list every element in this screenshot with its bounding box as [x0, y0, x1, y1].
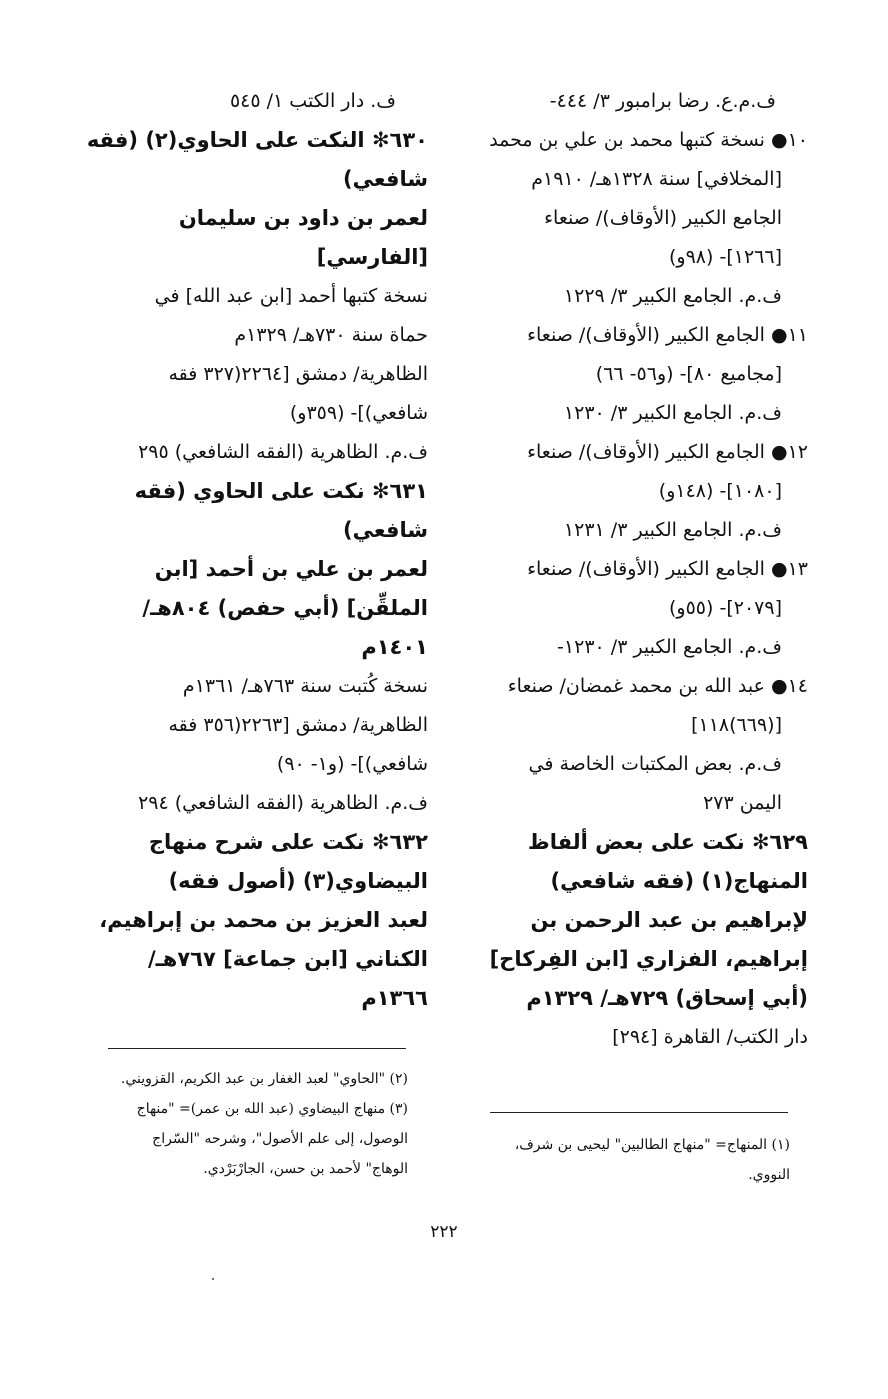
text-line: ف. دار الكتب ١/ ٥٤٥ [229, 90, 396, 112]
footnote-divider-left [108, 1048, 406, 1049]
text-line: [مجاميع ٨٠]- (و٥٦- ٦٦) [595, 363, 782, 385]
text-line: لإبراهيم بن عبد الرحمن بن [530, 908, 808, 932]
text-line: ف.م.ع. رضا برامبور ٣/ ٤٤٤- [549, 90, 776, 112]
text-line: لعمر بن داود بن سليمان [178, 206, 428, 230]
text-line: [١٠٨٠]- (١٤٨و) [658, 480, 782, 502]
text-line: ٦٣٢✻ نكت على شرح منهاج [148, 830, 428, 854]
text-line: الجامع الكبير (الأوقاف)/ صنعاء [544, 207, 782, 229]
text-line: [المخلافي] سنة ١٣٢٨هـ/ ١٩١٠م [531, 168, 782, 190]
text-line: المنهاج(١) (فقه شافعي) [550, 869, 808, 893]
text-line: اليمن ٢٧٣ [703, 792, 782, 814]
text-line: لعمر بن علي بن أحمد [ابن [154, 557, 428, 581]
text-line: شافعي)]- (٣٥٩و) [289, 402, 428, 424]
text-line: ١١● الجامع الكبير (الأوقاف)/ صنعاء [527, 324, 808, 346]
text-line: [(٦٦٩)١١٨] [691, 714, 782, 736]
text-line: لعبد العزيز بن محمد بن إبراهيم، [99, 908, 428, 932]
footnotes-right [478, 1130, 790, 1190]
text-line: الملقِّن] (أبي حفص) ٨٠٤هـ/ [142, 596, 428, 620]
text-line: ٦٣٠✻ النكت على الحاوي(٢) (فقه [86, 128, 428, 152]
text-line: شافعي)]- (و١- ٩٠) [276, 753, 428, 775]
text-line: ١٤٠١م [361, 635, 428, 659]
text-line: (أبي إسحاق) ٧٢٩هـ/ ١٣٢٩م [526, 986, 808, 1010]
footnote-line: الوهاج" لأحمد بن حسن، الجارْبَرْدي. [203, 1161, 408, 1177]
text-line: ف.م. بعض المكتبات الخاصة في [528, 753, 782, 775]
text-line: الظاهرية/ دمشق [٢٢٦٣(٣٥٦ فقه [168, 714, 428, 736]
right-column [456, 82, 808, 1057]
text-line: ١٢● الجامع الكبير (الأوقاف)/ صنعاء [527, 441, 808, 463]
footnote-line: (٢) "الحاوي" لعبد الغفار بن عبد الكريم، القزويني. [120, 1071, 408, 1087]
text-line: [٢٠٧٩]- (٥٥و) [669, 597, 782, 619]
text-line: ١٣● الجامع الكبير (الأوقاف)/ صنعاء [527, 558, 808, 580]
text-line: نسخة كُتبت سنة ٧٦٣هـ/ ١٣٦١م [182, 675, 428, 697]
footnote-line: (٣) منهاج البيضاوي (عبد الله بن عمر)= "منهاج [136, 1101, 408, 1117]
text-line: [١٢٦٦]- (٩٨و) [669, 246, 782, 268]
text-line: [الفارسي] [316, 245, 428, 269]
text-line: ف.م. الجامع الكبير ٣/ ١٢٣٠ [563, 402, 782, 424]
text-line: ١٣٦٦م [361, 986, 428, 1010]
footnote-line: الوصول، إلى علم الأصول"، وشرحه "السّراج [152, 1131, 408, 1147]
text-line: الظاهرية/ دمشق [٢٢٦٤(٣٢٧ فقه [168, 363, 428, 385]
page-number: ٢٢٢ [430, 1222, 458, 1242]
text-line: شافعي) [343, 518, 428, 542]
text-line: شافعي) [343, 167, 428, 191]
text-line: ١٤● عبد الله بن محمد غمضان/ صنعاء [507, 675, 808, 697]
text-line: ف.م. الظاهرية (الفقه الشافعي) ٢٩٥ [138, 441, 428, 463]
text-line: ١٠● نسخة كتبها محمد بن علي بن محمد [489, 129, 808, 151]
text-line: ف.م. الجامع الكبير ٣/ ١٢٣٠- [557, 636, 782, 658]
text-line: ف.م. الجامع الكبير ٣/ ١٢٢٩ [563, 285, 782, 307]
text-line: ٦٣١✻ نكت على الحاوي (فقه [134, 479, 428, 503]
text-line: ٦٢٩✻ نكت على بعض ألفاظ [527, 830, 808, 854]
footnote-line: النووي. [748, 1167, 790, 1183]
footnote-line: (١) المنهاج= "منهاج الطالبين" ليحيى بن شرف، [514, 1137, 790, 1153]
left-column [72, 82, 428, 1018]
footnotes-left [104, 1064, 408, 1184]
scan-speck [212, 1278, 214, 1280]
text-line: دار الكتب/ القاهرة [٢٩٤] [612, 1026, 808, 1048]
footnote-divider-right [490, 1112, 788, 1113]
text-line: ف.م. الظاهرية (الفقه الشافعي) ٢٩٤ [138, 792, 428, 814]
text-line: ف.م. الجامع الكبير ٣/ ١٢٣١ [563, 519, 782, 541]
text-line: نسخة كتبها أحمد [ابن عبد الله] في [154, 285, 428, 307]
text-line: البيضاوي(٣) (أصول فقه) [168, 869, 428, 893]
text-line: الكناني [ابن جماعة] ٧٦٧هـ/ [147, 947, 428, 971]
text-line: حماة سنة ٧٣٠هـ/ ١٣٢٩م [234, 324, 428, 346]
text-line: إبراهيم، الفزاري [ابن الفِركاح] [489, 947, 808, 971]
